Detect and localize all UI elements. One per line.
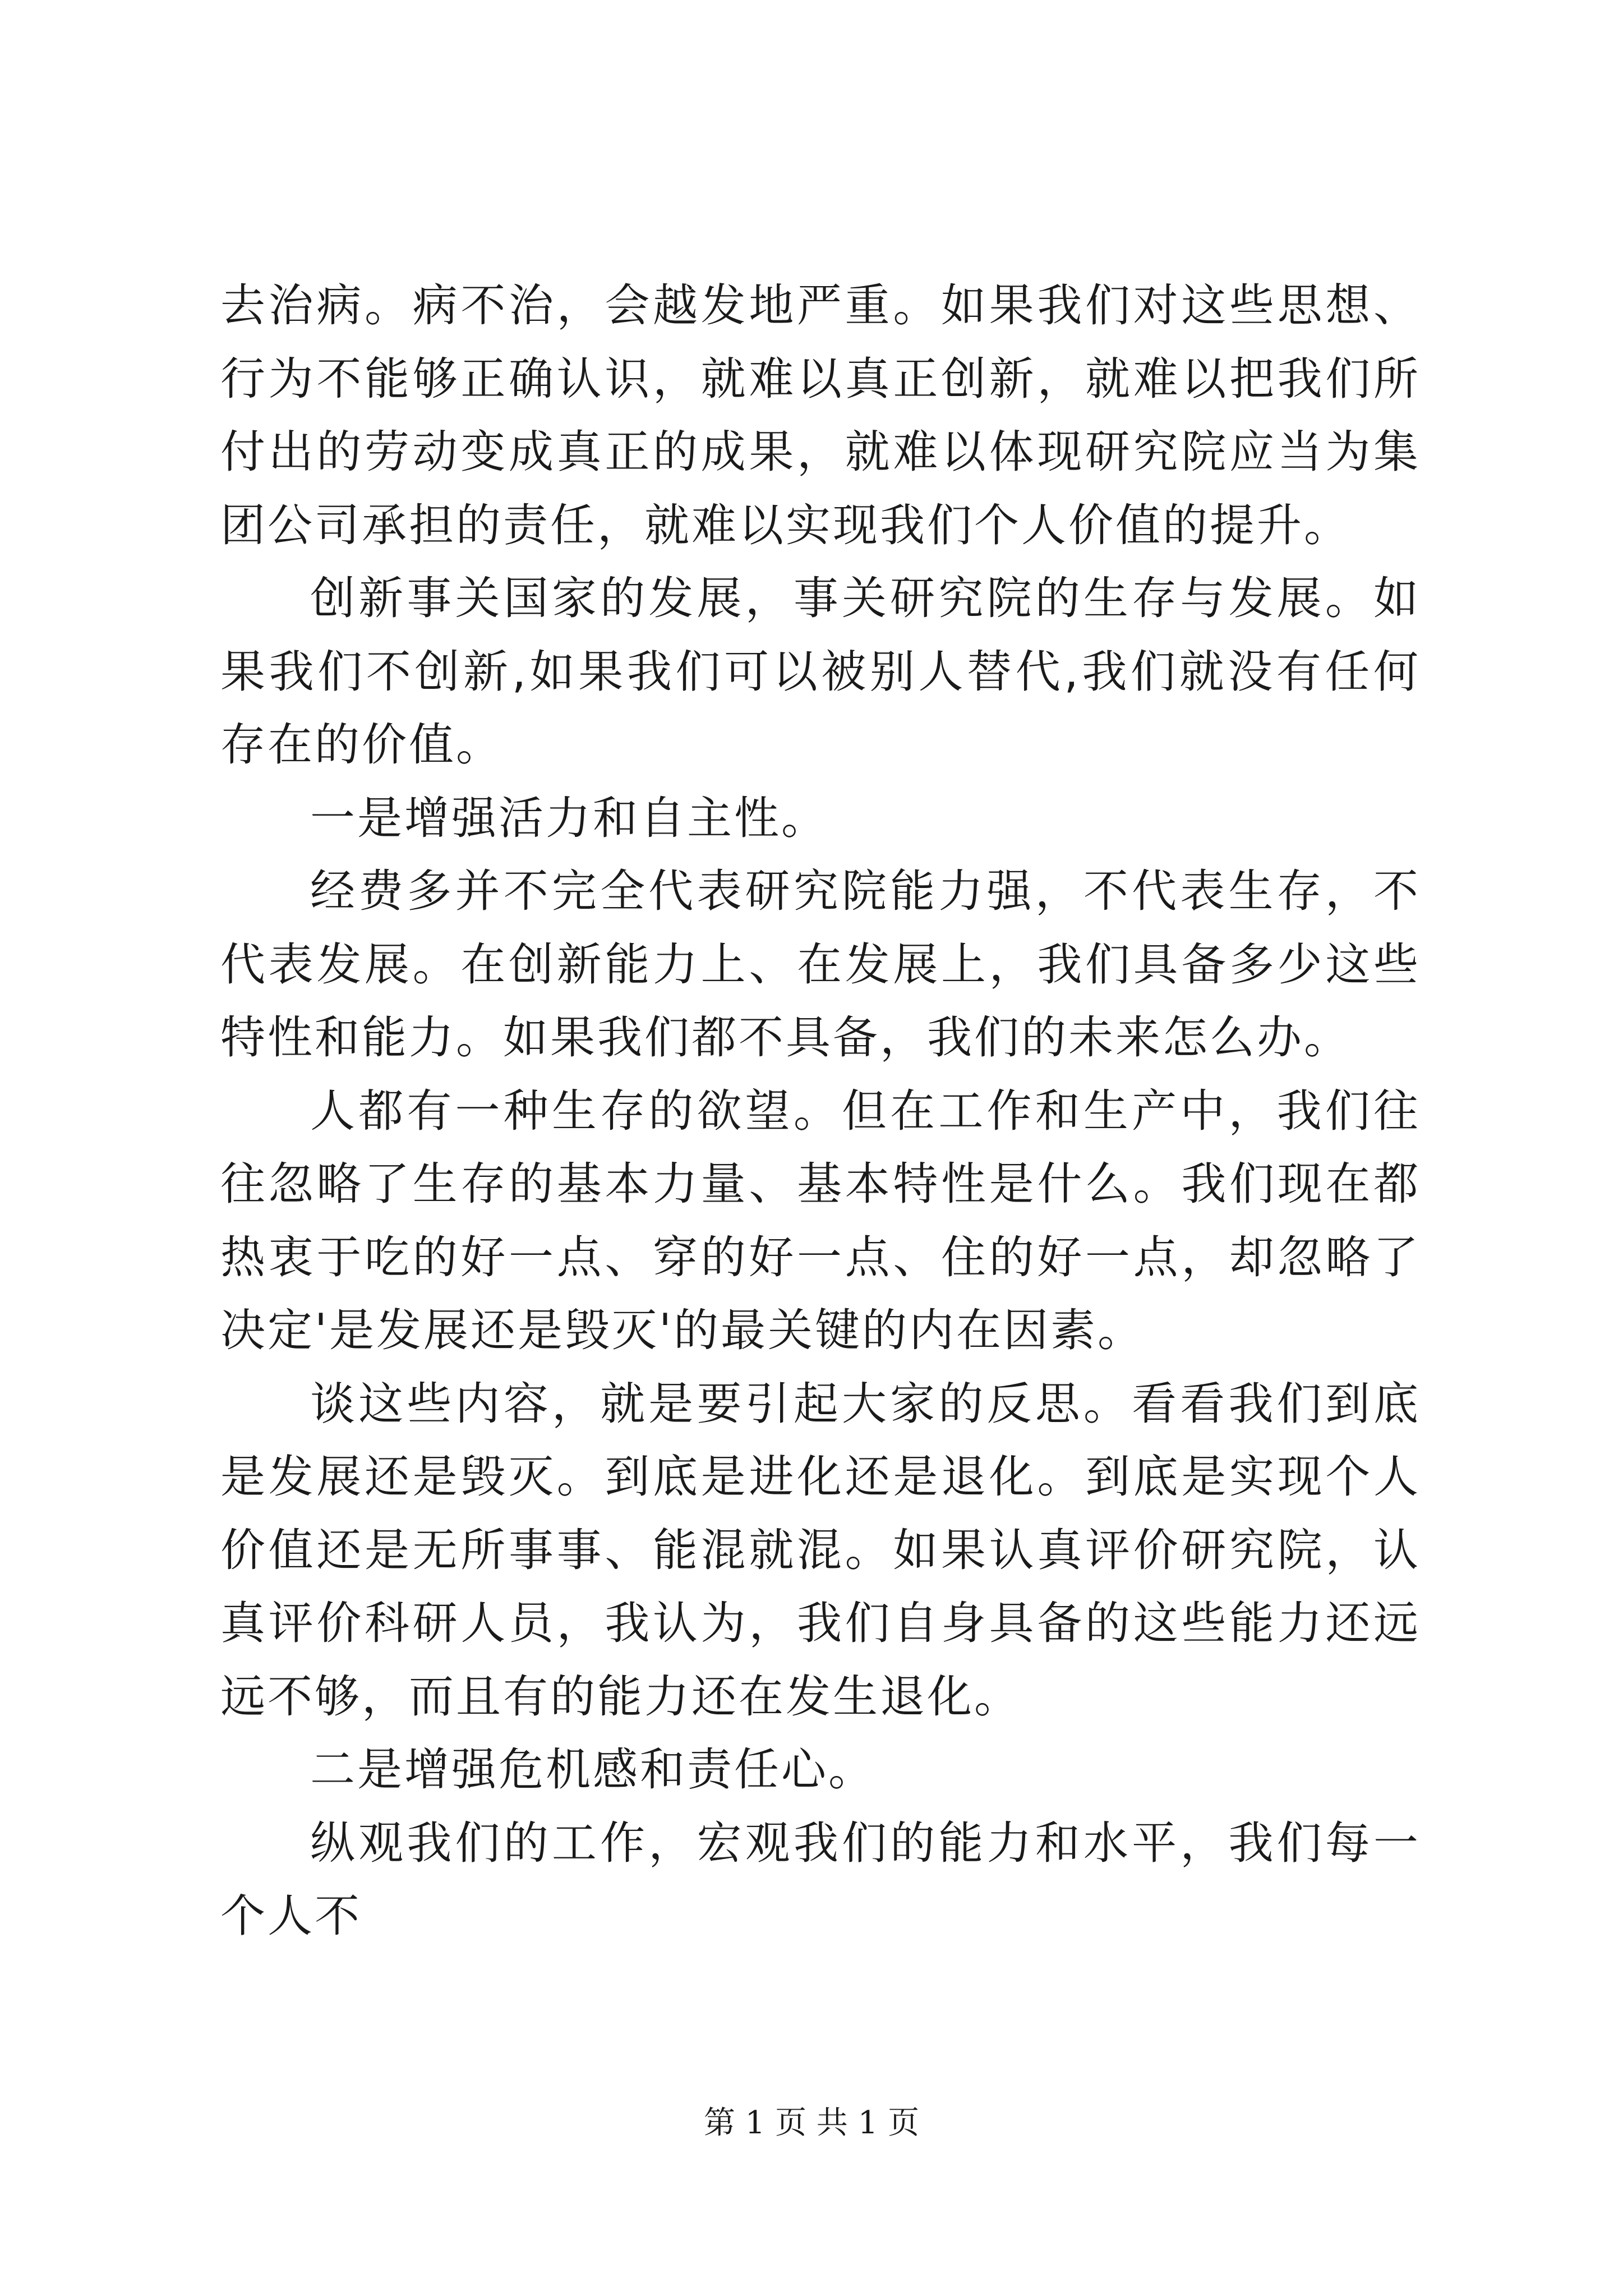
paragraph-6: 谈这些内容，就是要引起大家的反思。看看我们到底是发展还是毁灭。到底是进化还是退化。到底是实现个人价值还是无所事事、能混就混。如果认真评价研究院，认真评价科研人员，我认为，我们自身具备的这些能力还远远不够，而且有的能力还在发生退化。 <box>220 1377 1421 1723</box>
paragraph-2: 创新事关国家的发展，事关研究院的生存与发展。如果我们不创新,如果我们可以被别人替代,我们就没有任何存在的价值。 <box>220 572 1421 771</box>
document-body <box>220 269 1421 1953</box>
page-footer: 第 1 页 共 1 页 <box>703 2105 920 2141</box>
paragraph-1: 去治病。病不治，会越发地严重。如果我们对这些思想、行为不能够正确认识，就难以真正创新，就难以把我们所付出的劳动变成真正的成果，就难以体现研究院应当为集团公司承担的责任，就难以实现我们个人价值的提升。 <box>220 279 1421 551</box>
paragraph-7-heading: 二是增强危机感和责任心。 <box>310 1743 875 1796</box>
paragraph-3-heading: 一是增强活力和自主性。 <box>310 792 828 844</box>
paragraph-8: 纵观我们的工作，宏观我们的能力和水平，我们每一个人不 <box>220 1816 1421 1942</box>
paragraph-5: 人都有一种生存的欲望。但在工作和生产中，我们往往忽略了生存的基本力量、基本特性是什么。我们现在都热衷于吃的好一点、穿的好一点、住的好一点，却忽略了决定'是发展还是毁灭'的最关键的内在因素。 <box>220 1084 1421 1356</box>
paragraph-4: 经费多并不完全代表研究院能力强，不代表生存，不代表发展。在创新能力上、在发展上，我们具备多少这些特性和能力。如果我们都不具备，我们的未来怎么办。 <box>220 865 1421 1064</box>
